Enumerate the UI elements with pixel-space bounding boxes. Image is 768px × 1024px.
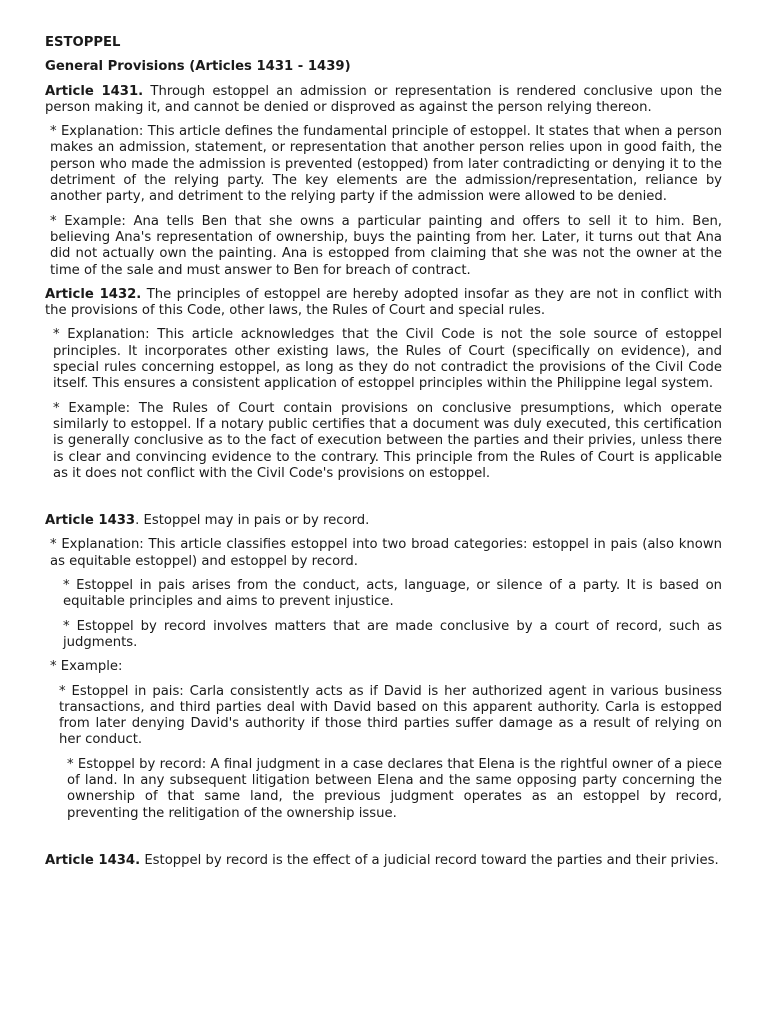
article-1433-example-heading: * Example:	[50, 659, 123, 675]
document-title: ESTOPPEL	[45, 35, 121, 50]
article-1434	[45, 853, 722, 869]
article-1431-explanation: * Explanation: This article defines the fundamental principle of estoppel. It states that when a person makes an admission, statement, or representation that another person relies upon in good faith, the person who made the admission is prevented (estopped) from later contradicting or denying it to the detriment of the relying party. The key elements are the admission/representation, reliance by another party, and detriment to the relying party if the admission were allowed to be denied.	[50, 124, 722, 205]
document-page	[45, 35, 722, 869]
article-1432-label: Article 1432.	[45, 286, 142, 302]
article-1434-text: Estoppel by record is the effect of a judicial record toward the parties and their privies.	[140, 852, 719, 868]
article-1433	[45, 513, 722, 529]
article-1431	[45, 84, 722, 117]
article-1434-label: Article 1434.	[45, 852, 141, 868]
article-1431-label: Article 1431.	[45, 83, 144, 99]
article-1433-explanation: * Explanation: This article classifies estoppel into two broad categories: estoppel in pais (also known as equitable estoppel) and estoppel by record.	[50, 537, 722, 569]
article-1432-example: * Example: The Rules of Court contain provisions on conclusive presumptions, which operate similarly to estoppel. If a notary public certifies that a document was duly executed, this certification is generally conclusive as to the fact of execution between the parties and their privies, unless there is clear and convincing evidence to the contrary. This principle from the Rules of Court is applicable as it does not conflict with the Civil Code's provisions on estoppel.	[53, 400, 722, 481]
article-1432	[45, 287, 722, 320]
article-1433-text: . Estoppel may in pais or by record.	[135, 513, 370, 529]
article-1433-example-in-pais: * Estoppel in pais: Carla consistently acts as if David is her authorized agent in various business transactions, and third parties deal with David based on this apparent authority. Carla is estopped from later denying David's authority if those third parties suffer damage as a result of relying on her conduct.	[59, 683, 722, 748]
article-1432-explanation: * Explanation: This article acknowledges that the Civil Code is not the sole source of estoppel principles. It incorporates other existing laws, the Rules of Court (specifically on evidence), and special rules concerning estoppel, as long as they do not contradict the provisions of the Civil Code itself. This ensures a consistent application of estoppel principles within the Philippine legal system.	[53, 327, 722, 392]
article-1431-example: * Example: Ana tells Ben that she owns a particular painting and offers to sell it to him. Ben, believing Ana's representation of ownership, buys the painting from her. Later, it turns out that Ana did not actually own the painting. Ana is estopped from claiming that she was not the owner at the time of the sale and must answer to Ben for breach of contract.	[50, 213, 722, 278]
article-1433-label: Article 1433	[45, 513, 136, 529]
article-1433-by-record: * Estoppel by record involves matters that are made conclusive by a court of record, such as judgments.	[63, 618, 722, 650]
article-1431-text: Through estoppel an admission or representation is rendered conclusive upon the person making it, and cannot be denied or disproved as against the person relying thereon.	[45, 83, 723, 115]
article-1432-text: The principles of estoppel are hereby adopted insofar as they are not in conflict with the provisions of this Code, other laws, the Rules of Court and special rules.	[45, 286, 722, 319]
article-1433-example-by-record: * Estoppel by record: A final judgment in a case declares that Elena is the rightful owner of a piece of land. In any subsequent litigation between Elena and the same opposing party concerning the ownership of that same land, the previous judgment operates as an estoppel by record, preventing the relitigation of the ownership issue.	[67, 756, 722, 821]
article-1433-in-pais: * Estoppel in pais arises from the conduct, acts, language, or silence of a party. It is based on equitable principles and aims to prevent injustice.	[63, 578, 722, 610]
document-subtitle: General Provisions (Articles 1431 - 1439)	[45, 59, 351, 75]
